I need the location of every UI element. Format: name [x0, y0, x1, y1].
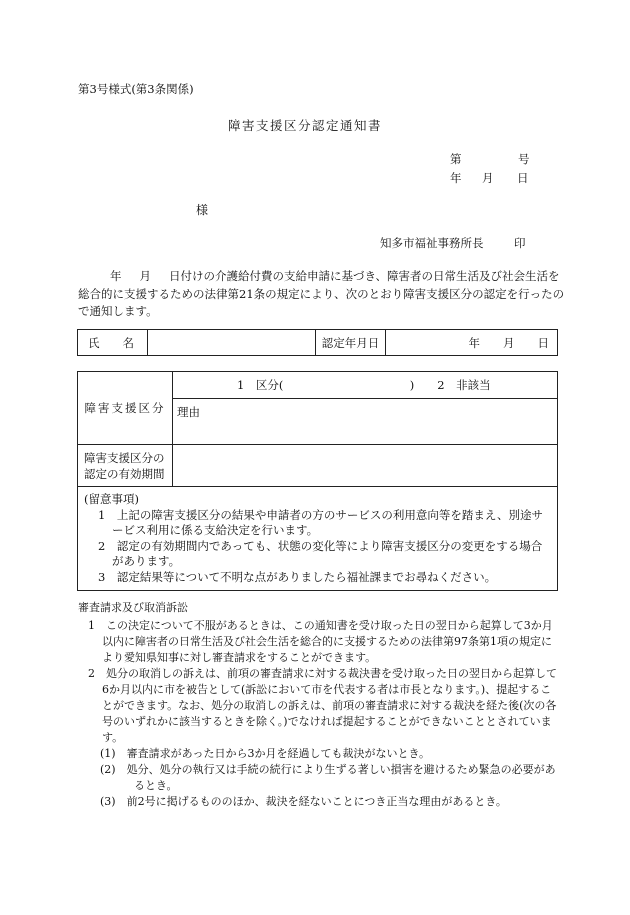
recipient-info-table — [77, 329, 558, 356]
validity-label-line2: 認定の有効期間 — [84, 466, 165, 481]
date-year-label: 年 — [450, 171, 462, 185]
name-value — [148, 330, 316, 356]
support-category-options: 1 区分( ) 2 非該当 — [173, 372, 558, 399]
appeal-section — [78, 600, 558, 810]
support-category-label: 障害支援区分 — [78, 372, 173, 445]
notes-section — [78, 487, 558, 591]
date-month-label: 月 — [482, 171, 494, 185]
validity-period-value — [173, 445, 558, 487]
document-number-suffix: 号 — [518, 152, 530, 166]
document-title: 障害支援区分認定通知書 — [228, 118, 383, 133]
note-item: 2 認定の有効期間内であっても、状態の変化等により障害支援区分の変更をする場合があります。 — [98, 538, 543, 568]
appeal-paragraph-2: 2 処分の取消しの訴えは、前項の審査請求に対する裁決書を受け取った日の翌日から起算して6か月以内に市を被告として(訴訟において市を代表する者は市長となります。)、提起することができます。なお、処分の取消しの訴えは、前項の審査請求に対する裁決を経た後(次の各号のいずれかに該当するときを除く。)でなければ提起することができないこととされています。 — [88, 667, 557, 744]
document-number-label: 第 — [450, 152, 462, 166]
body-text: 日付けの介護給付費の支給申請に基づき、障害者の日常生活及び社会生活を総合的に支援するための法律第21条の規定により、次のとおり障害支援区分の認定を行ったので通知します。 — [78, 269, 565, 318]
appeal-paragraph-1: 1 この決定について不服があるときは、この通知書を受け取った日の翌日から起算して3か月以内に障害者の日常生活及び社会生活を総合的に支援するための法律第97条第1項の規定により愛知県知事に対し審査請求をすることができます。 — [88, 619, 553, 664]
name-label: 氏 名 — [78, 330, 148, 356]
note-item: 1 上記の障害支援区分の結果や申請者の方のサービスの利用意向等を踏まえ、別途サービス利用に係る支給決定を行います。 — [98, 507, 544, 537]
body-month: 月 — [139, 269, 151, 283]
appeal-item: (1) 審査請求があった日から3か月を経過しても裁決がないとき。 — [100, 747, 431, 760]
certification-date-value: 年 月 日 — [386, 330, 558, 356]
appeal-item: (2) 処分、処分の執行又は手続の続行により生ずる著しい損害を避けるため緊急の必要があるとき。 — [100, 763, 556, 792]
validity-label-line1: 障害支援区分の — [84, 450, 165, 465]
reason-field — [173, 399, 558, 445]
seal-mark: 印 — [514, 236, 526, 250]
appeal-heading: 審査請求及び取消訴訟 — [78, 601, 188, 614]
notice-body — [78, 268, 568, 321]
form-number: 第3号様式(第3条関係) — [78, 82, 194, 96]
body-year: 年 — [110, 269, 122, 283]
note-item: 3 認定結果等について不明な点がありましたら福祉課までお尋ねください。 — [98, 569, 497, 584]
certification-date-label: 認定年月日 — [316, 330, 386, 356]
validity-period-label — [78, 445, 173, 487]
appeal-item: (3) 前2号に掲げるもののほか、裁決を経ないことにつき正当な理由があるとき。 — [100, 795, 507, 808]
recipient-honorific: 様 — [196, 203, 209, 217]
date-day-label: 日 — [517, 171, 529, 185]
issuer-name: 知多市福祉事務所長 — [380, 236, 484, 250]
certification-table — [77, 371, 558, 591]
reason-label: 理由 — [177, 405, 200, 419]
notes-title: (留意事項) — [84, 492, 139, 506]
